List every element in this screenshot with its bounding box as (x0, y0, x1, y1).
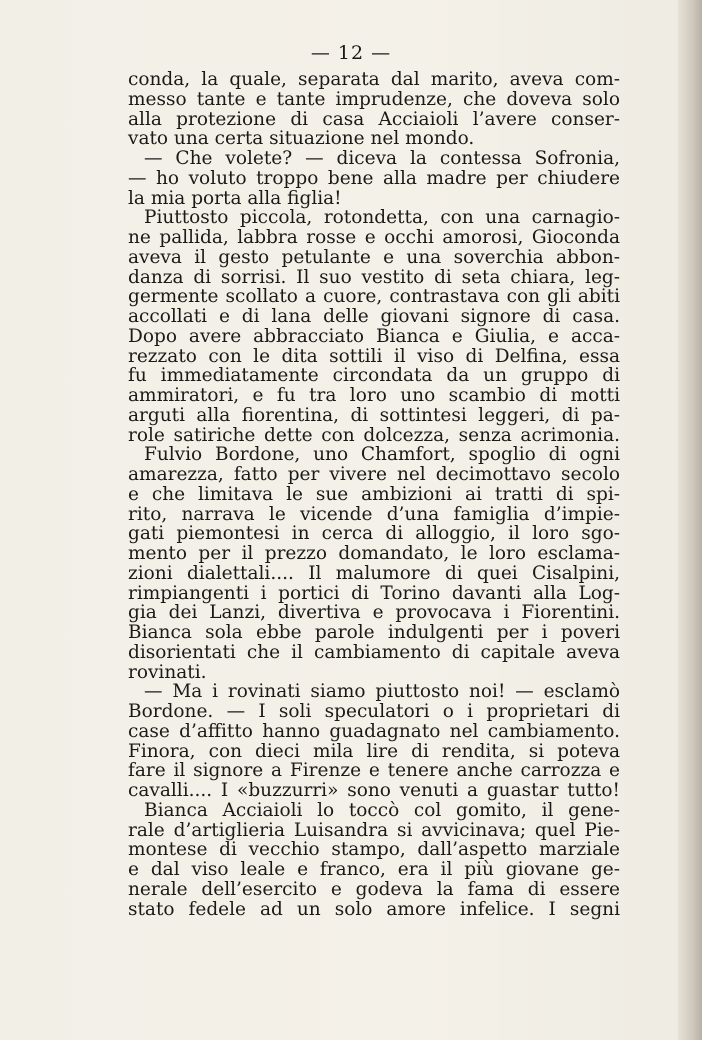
text-line: — Ma i rovinati siamo piuttosto noi! — esclamò (144, 681, 620, 703)
text-line: Bianca sola ebbe parole indulgenti per i poveri (128, 622, 620, 643)
text-line: Piuttosto piccola, rotondetta, con una carnagio- (144, 207, 620, 229)
text-line: rimpiangenti i portici di Torino davanti alla Log- (128, 582, 620, 604)
text-line: case d’affitto hanno guadagnato nel cambiamento. (128, 720, 620, 742)
page-number: — 12 — (310, 42, 392, 64)
text-line: ammiratori, e fu tra loro uno scambio di motti (128, 385, 620, 406)
text-line: e dal viso leale e franco, era il più giovane ge- (128, 859, 620, 880)
text-line: la mia porta alla figlia! (128, 187, 342, 209)
text-line: mento per il prezzo domandato, le loro esclama- (128, 543, 620, 564)
text-line: aveva il gesto petulante e una soverchia abbon- (128, 246, 620, 268)
text-line: Finora, con dieci mila lire di rendita, si poteva (128, 740, 620, 762)
text-line: danza di sorrisi. Il suo vestito di seta chiara, leg- (128, 266, 620, 288)
text-line: accollati e di lana delle giovani signore di casa. (128, 306, 620, 327)
text-line: vato una certa situazione nel mondo. (128, 128, 475, 150)
text-line: rito, narrava le vicende d’una famiglia d’impie- (128, 503, 620, 525)
text-line: Bianca Acciaioli lo toccò col gomito, il gene- (144, 799, 620, 821)
text-line: fu immediatamente circondata da un gruppo di (128, 365, 620, 387)
text-line: messo tante e tante imprudenze, che doveva solo (128, 88, 620, 110)
text-line: germente scollato a cuore, contrastava con gli abiti (128, 286, 620, 308)
text-line: gia dei Lanzi, divertiva e provocava i Fiorentini. (128, 602, 620, 624)
text-line: — ho voluto troppo bene alla madre per chiudere (128, 167, 620, 189)
body-text (128, 70, 620, 919)
text-line: fare il signore a Firenze e tenere anche carrozza e (128, 760, 620, 782)
text-line: arguti alla fiorentina, di sottintesi leggeri, di pa- (128, 404, 620, 426)
text-line: gati piemontesi in cerca di alloggio, il loro sgo- (128, 523, 620, 545)
text-line: ne pallida, labbra rosse e occhi amorosi, Gioconda (128, 227, 620, 248)
text-line: nerale dell’esercito e godeva la fama di essere (128, 878, 620, 900)
text-line: rale d’artiglieria Luisandra si avvicinava; quel Pie- (128, 819, 620, 841)
text-line: Dopo avere abbracciato Bianca e Giulia, e acca- (128, 325, 620, 347)
page-edge (678, 0, 702, 1040)
text-line: amarezza, fatto per vivere nel decimottavo secolo (128, 464, 620, 485)
text-line: cavalli.... I «buzzurri» sono venuti a guastar tutto! (128, 780, 620, 801)
text-line: montese di vecchio stampo, dall’aspetto marziale (128, 839, 620, 861)
text-line: conda, la quale, separata dal marito, aveva com- (128, 69, 620, 90)
text-line: stato fedele ad un solo amore infelice. I segni (128, 898, 620, 920)
text-line: alla protezione di casa Acciaioli l’avere conser- (128, 108, 620, 130)
text-line: Fulvio Bordone, uno Chamfort, spoglio di ogni (144, 444, 620, 466)
text-line: rovinati. (128, 661, 207, 683)
text-line: — Che volete? — diceva la contessa Sofronia, (144, 148, 620, 169)
text-line: role satiriche dette con dolcezza, senza acrimonia. (128, 424, 620, 446)
text-line: disorientati che il cambiamento di capitale aveva (128, 641, 620, 663)
text-line: Bordone. — I soli speculatori o i proprietari di (128, 701, 620, 722)
text-line: zioni dialettali.... Il malumore di quei Cisalpini, (128, 562, 620, 584)
text-line: e che limitava le sue ambizioni ai tratti di spi- (128, 483, 620, 505)
text-line: rezzato con le dita sottili il viso di Delfina, essa (128, 345, 620, 367)
